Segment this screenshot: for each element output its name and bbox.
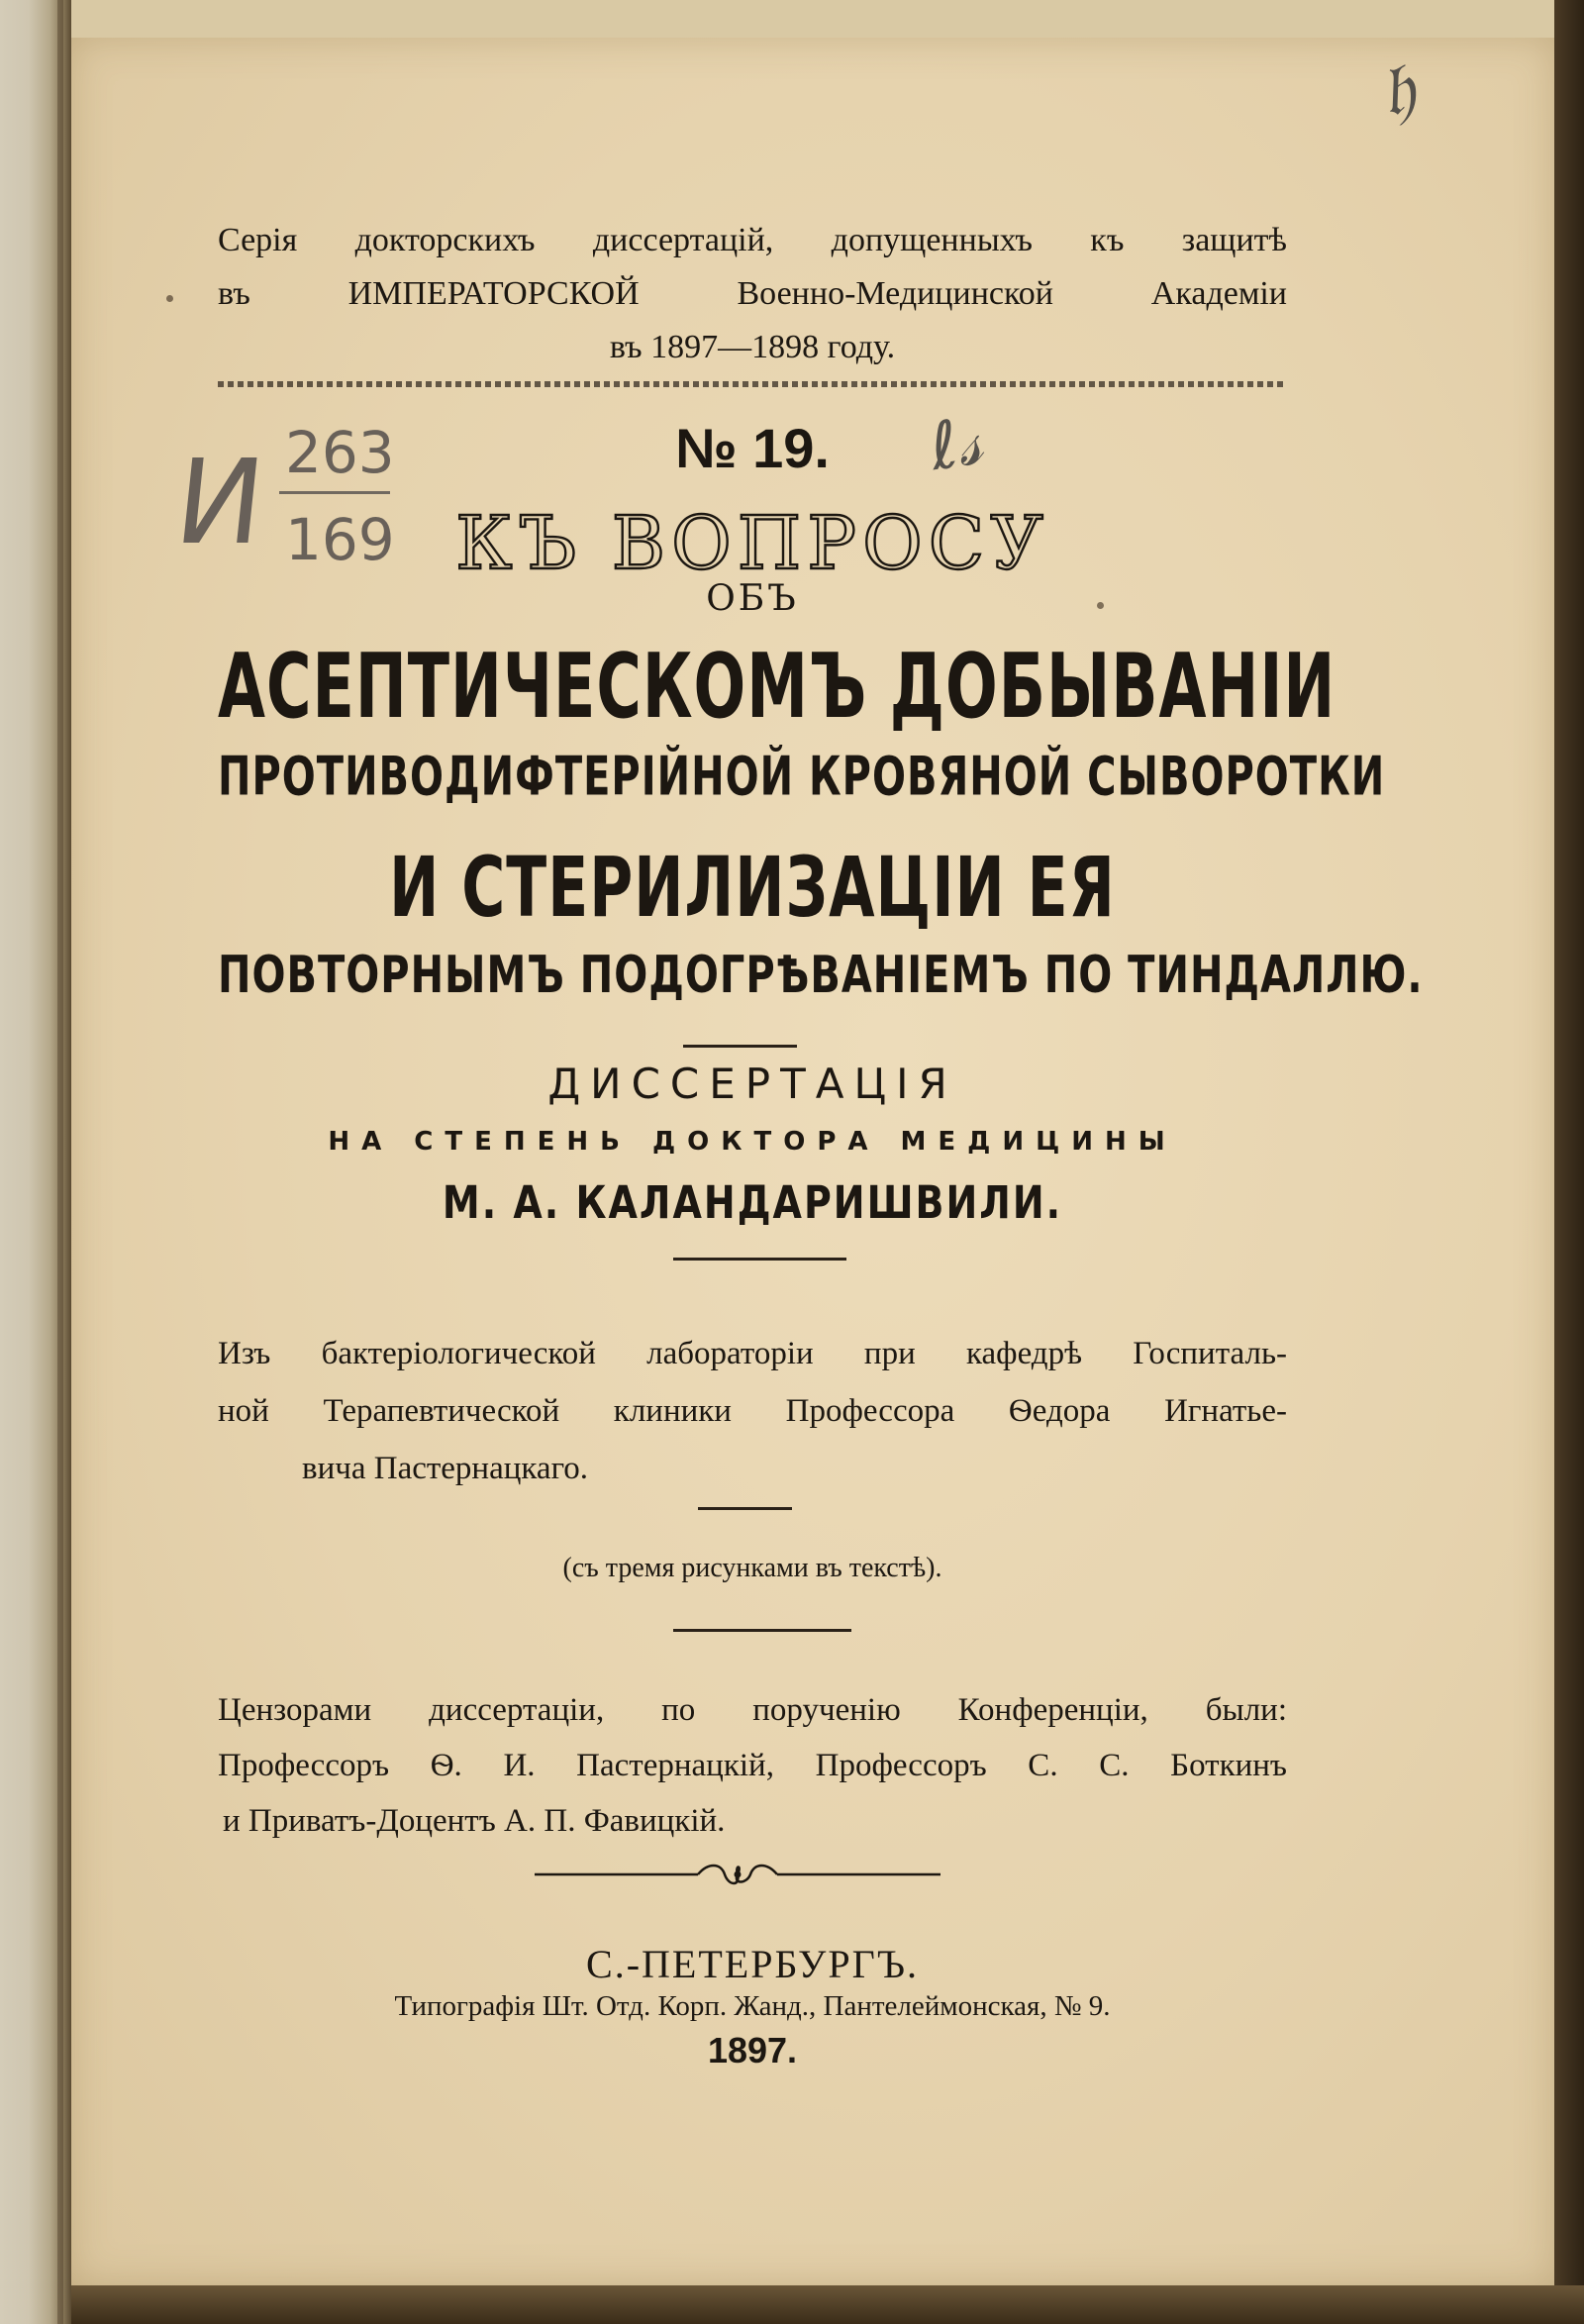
page-bottom-edge [71,2285,1584,2324]
wavy-divider [218,381,1287,387]
divider-rule-3 [698,1507,792,1510]
title-line-6: ПОВТОРНЫМЪ ПОДОГРѢВАНІЕМЪ ПО ТИНДАЛЛЮ. [218,946,1424,1005]
imprint-city: С.-ПЕТЕРБУРГЪ. [586,1942,919,1986]
pencil-annotation-mid: ℓ𝓈 [925,402,987,486]
title-line-1: КЪ ВОПРОСУ [455,501,1049,586]
title-line-5: И СТЕРИЛИЗАЦІИ ЕЯ [389,840,1116,937]
ink-speck [166,295,173,302]
censors-line-2: Профессоръ Ѳ. И. Пастернацкій, Профессоръ С. С. Боткинъ [218,1748,1287,1783]
pencil-annotation-top-right: 𝔥 [1372,45,1422,134]
divider-rule-1 [683,1045,797,1048]
series-line-3: въ 1897—1898 году. [609,329,896,365]
author-name: М. А. КАЛАНДАРИШВИЛИ. [442,1176,1063,1229]
title-line-2: ОБЪ [706,578,799,619]
ink-speck [1097,602,1104,609]
binding-edge [57,0,63,2324]
shelf-mark-numerator: 263 [285,419,395,486]
divider-rule-2 [673,1258,846,1261]
title-line-3: АСЕПТИЧЕСКОМЪ ДОБЫВАНІИ [218,634,1336,739]
dissertation-label: ДИССЕРТАЦІЯ [547,1060,957,1108]
title-line-4: ПРОТИВОДИФТЕРІЙНОЙ КРОВЯНОЙ СЫВОРОТКИ [218,747,1386,809]
page-right-edge [1554,0,1584,2324]
series-number: № 19. [675,417,830,479]
laboratory-line-3: вича Пастернацкаго. [302,1451,589,1486]
censors-line-1: Цензорами диссертаціи, по порученію Конференціи, были: [218,1692,1287,1728]
shelf-mark-denominator: 169 [285,506,395,573]
series-line-2: въ ИМПЕРАТОРСКОЙ Военно-Медицинской Академіи [218,275,1287,312]
ornament-divider [535,1860,940,1889]
figures-note: (съ тремя рисунками въ текстѣ). [562,1553,942,1583]
shelf-mark-fraction-bar [279,491,390,494]
laboratory-line-1: Изъ бактеріологической лабораторіи при кафедрѣ Госпиталь- [218,1336,1287,1371]
degree-line: НА СТЕПЕНЬ ДОКТОРА МЕДИЦИНЫ [328,1127,1177,1157]
imprint-press: Типографія Шт. Отд. Корп. Жанд., Пантелеймонская, № 9. [394,1990,1111,2022]
series-line-1: Серія докторскихъ диссертацій, допущенныхъ къ защитѣ [218,222,1287,258]
imprint-year: 1897. [707,2030,798,2071]
censors-line-3: и Приватъ-Доцентъ А. П. Фавицкій. [223,1803,726,1839]
laboratory-line-2: ной Терапевтической клиники Профессора Ѳедора Игнатье- [218,1393,1287,1429]
divider-rule-4 [673,1629,851,1632]
shelf-mark-letter: И [168,434,271,570]
